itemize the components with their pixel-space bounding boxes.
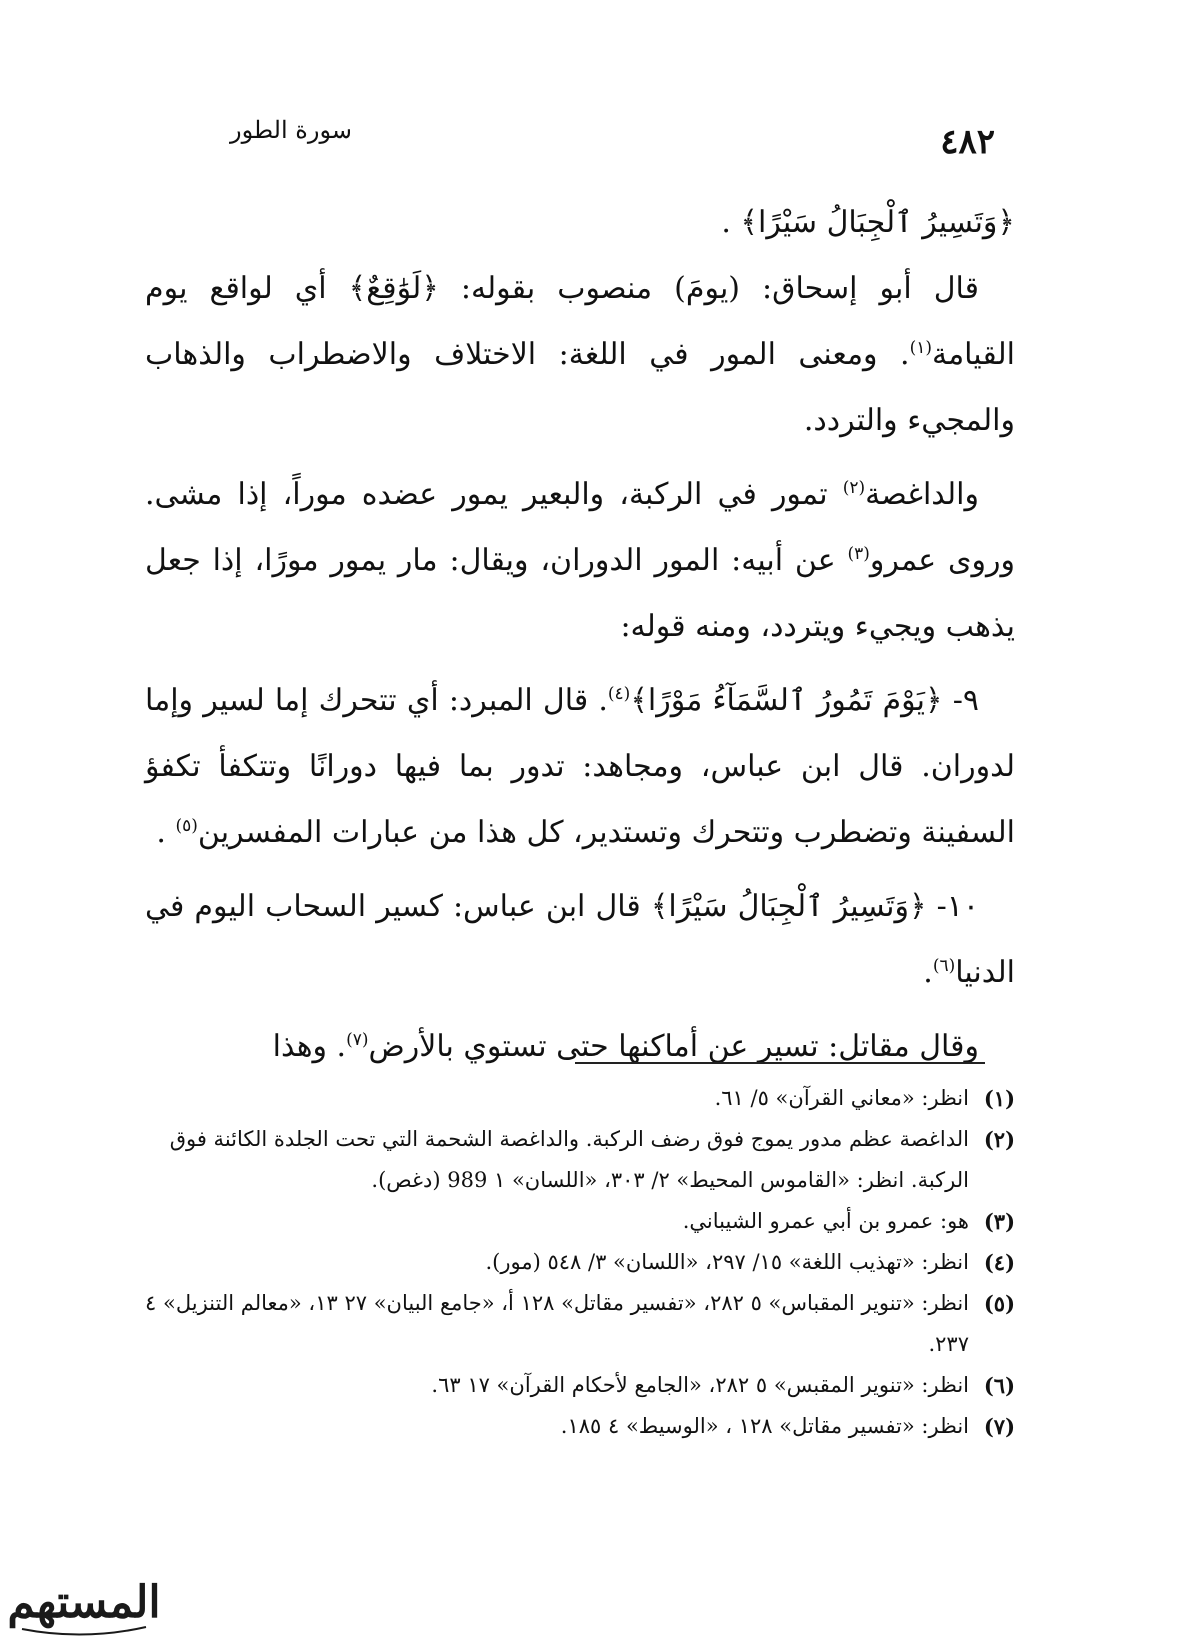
footnote-item xyxy=(145,1201,1015,1242)
main-text xyxy=(145,190,1015,1080)
footnote-text: انظر: «تهذيب اللغة» ١٥/ ٢٩٧، «اللسان» ٣/ ٥٤٨ (مور). xyxy=(485,1250,969,1274)
footnote-number: (٤) xyxy=(983,1250,1015,1275)
footnote-number: (٣) xyxy=(983,1209,1015,1234)
paragraph-verse-10: ١٠- ﴿وَتَسِيرُ ٱلْجِبَالُ سَيْرًا﴾ قال ابن عباس: كسير السحاب اليوم في الدنيا$^{(٦)}$. xyxy=(145,889,1015,990)
footnote-text: الداغصة عظم مدور يموج فوق رضف الركبة. والداغصة الشحمة التي تحت الجلدة الكائنة فوق الركبة. انظر: «القاموس المحيط» ٢/ ٣٠٣، «اللسان» ١ 989 (دغص). xyxy=(169,1127,969,1192)
footnote-ref-2[interactable]: (٢) xyxy=(842,478,866,498)
footnote-item xyxy=(145,1242,1015,1283)
paragraph-daghisa: والداغصة$^{(٢)}$ تمور في الركبة، والبعير يمور عضده موراً، إذا مشى. وروى عمرو$^{(٣)}$ عن أبيه: المور الدوران، ويقال: مار يمور مورًا، إذا جعل يذهب ويجيء ويتردد، ومنه قوله: xyxy=(145,477,1015,644)
footnote-item xyxy=(145,1119,1015,1201)
page-header xyxy=(210,112,1005,162)
footnote-text: انظر: «تنوير المقباس» ٥ ٢٨٢، «تفسير مقاتل» ١٢٨ أ، «جامع البيان» ٢٧ ١٣، «معالم التنزيل» ٤ ٢٣٧. xyxy=(145,1291,969,1356)
svg-text:المستهم: المستهم xyxy=(7,1577,161,1628)
paragraph-muqatil: وقال مقاتل: تسير عن أماكنها حتى تستوي بالأرض$^{(٧)}$. وهذا xyxy=(272,1029,979,1064)
footnote-number: (١) xyxy=(983,1086,1015,1111)
footnote-item xyxy=(145,1365,1015,1406)
footnote-text: انظر: «معاني القرآن» ٥/ ٦١. xyxy=(714,1086,969,1110)
footnote-text: انظر: «تفسير مقاتل» ١٢٨ ، «الوسيط» ٤ ١٨٥. xyxy=(560,1414,969,1438)
footnote-ref-1[interactable]: (١) xyxy=(909,338,932,358)
page-number: ٤٨٢ xyxy=(940,122,995,162)
footnote-number: (٧) xyxy=(983,1414,1015,1439)
footnote-number: (٥) xyxy=(983,1291,1015,1316)
footnote-item xyxy=(145,1283,1015,1365)
footnote-item xyxy=(145,1078,1015,1119)
footnotes xyxy=(145,1078,1015,1447)
footnote-item xyxy=(145,1406,1015,1447)
footnote-number: (٦) xyxy=(983,1373,1015,1398)
verse-continuation: ﴿وَتَسِيرُ ٱلْجِبَالُ سَيْرًا﴾ . xyxy=(721,205,1015,240)
footnote-ref-5[interactable]: (٥) xyxy=(175,816,198,836)
footnote-divider xyxy=(575,1062,985,1064)
footnote-ref-3[interactable]: (٣) xyxy=(847,544,870,564)
paragraph-abu-ishaq: قال أبو إسحاق: (يومَ) منصوب بقوله: ﴿لَوَٰقِعٌ﴾ أي لواقع يوم القيامة$^{(١)}$. ومعنى المور في اللغة: الاختلاف والاضطراب والذهاب والمجيء والتردد. xyxy=(145,271,1015,438)
running-title: سورة الطور xyxy=(230,116,352,144)
footnote-number: (٢) xyxy=(983,1127,1015,1152)
footnote-ref-4[interactable]: (٤) xyxy=(607,684,631,704)
footnote-text: انظر: «تنوير المقبس» ٥ ٢٨٢، «الجامع لأحكام القرآن» ١٧ ٦٣. xyxy=(431,1373,969,1397)
library-stamp-logo xyxy=(4,1555,164,1647)
paragraph-verse-9: ٩- ﴿يَوْمَ تَمُورُ ٱلسَّمَآءُ مَوْرًا﴾$^{(٤)}$. قال المبرد: أي تتحرك إما لسير وإما لدوران. قال ابن عباس، ومجاهد: تدور بما فيها دورانًا وتتكفأ تكفؤ السفينة وتضطرب وتتحرك وتستدير، كل هذا من عبارات المفسرين$^{(٥)}$ . xyxy=(145,683,1015,850)
footnote-ref-6[interactable]: (٦) xyxy=(932,956,956,976)
footnote-text: هو: عمرو بن أبي عمرو الشيباني. xyxy=(682,1209,969,1233)
footnote-ref-7[interactable]: (٧) xyxy=(346,1030,369,1050)
